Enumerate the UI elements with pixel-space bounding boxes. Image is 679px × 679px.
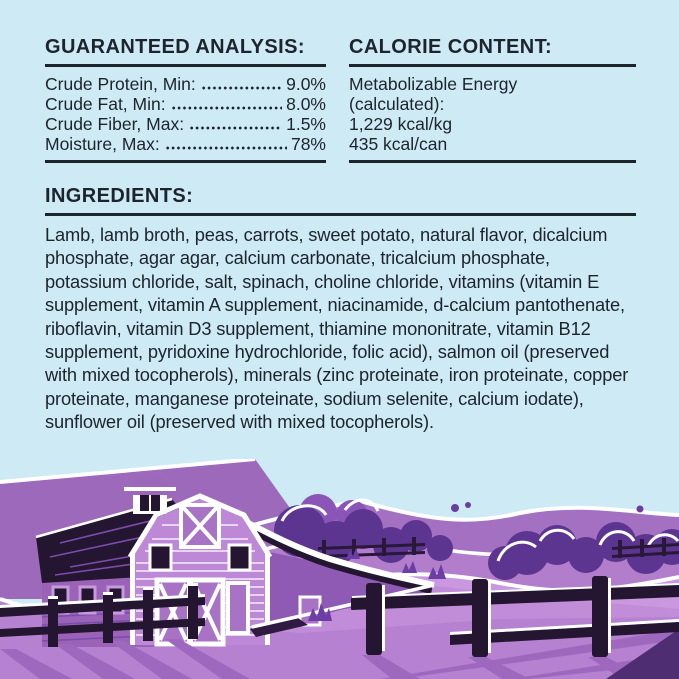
analysis-row-fiber — [45, 114, 326, 134]
calorie-line: 435 kcal/can — [349, 134, 448, 154]
calorie-line: Metabolizable Energy — [349, 74, 518, 94]
calorie-content-body — [349, 67, 636, 163]
guaranteed-analysis-table — [45, 67, 326, 163]
side-door — [228, 583, 248, 633]
calorie-line: 1,229 kcal/kg — [349, 114, 453, 134]
calorie-line: (calculated): — [349, 94, 445, 114]
ingredients-text: Lamb, lamb broth, peas, carrots, sweet potato, natural flavor, dicalcium phosphate, agar agar, calcium carbonate, tricalcium phosphate, potassium chloride, salt, spinach, choline chloride, vitamins (vitamin E supplement, vitamin A supplement, niacinamide, d-calcium pantothenate, riboflavin, vitamin D3 supplement, thiamine mononitrate, vitamin B12 supplement, pyridoxine hydrochloride, folic acid), salmon oil (preserved with mixed tocopherols), minerals (zinc proteinate, iron proteinate, copper proteinate, manganese proteinate, sodium selenite, calcium iodate), sunflower oil (preserved with mixed tocopherols). — [45, 224, 629, 433]
guaranteed-analysis-section — [45, 36, 326, 163]
farm-illustration — [0, 459, 679, 679]
dot-leader — [165, 145, 287, 151]
analysis-value: 8.0% — [286, 94, 326, 114]
analysis-value: 1.5% — [286, 114, 326, 134]
analysis-value: 78% — [290, 134, 326, 154]
ingredients-title: INGREDIENTS: — [45, 185, 636, 216]
barn-window — [229, 545, 250, 570]
analysis-label: Crude Fiber, Max: — [45, 114, 185, 134]
calorie-content-title: CALORIE CONTENT: — [349, 36, 636, 67]
analysis-row-moisture — [45, 134, 326, 154]
calorie-content-section — [349, 36, 636, 163]
dot-leader — [189, 125, 282, 131]
loft-window — [181, 505, 219, 547]
dot-leader — [201, 85, 282, 91]
guaranteed-analysis-title: GUARANTEED ANALYSIS: — [45, 36, 326, 67]
ingredients-section — [45, 185, 636, 434]
dot-leader — [171, 105, 283, 111]
farm-illustration-svg — [0, 459, 679, 679]
analysis-columns — [45, 36, 636, 163]
analysis-label: Moisture, Max: — [45, 134, 160, 154]
analysis-value: 9.0% — [286, 74, 326, 94]
analysis-label: Crude Fat, Min: — [45, 94, 166, 114]
barn-window — [150, 545, 171, 570]
label-text-panel — [45, 36, 636, 434]
analysis-label: Crude Protein, Min: — [45, 74, 196, 94]
analysis-row-fat — [45, 94, 326, 114]
analysis-row-protein — [45, 74, 326, 94]
